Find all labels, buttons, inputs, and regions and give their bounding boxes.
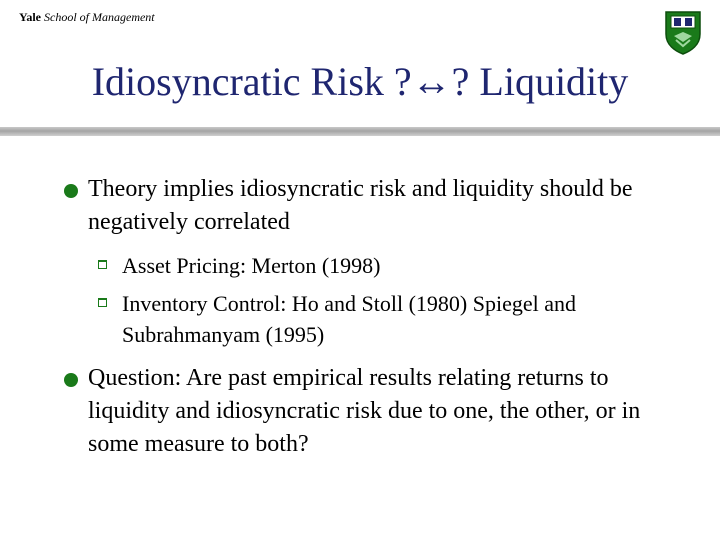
slide-title: Idiosyncratic Risk ?↔? Liquidity bbox=[91, 59, 629, 104]
bullet-question bbox=[64, 362, 684, 461]
yale-shield-icon bbox=[664, 10, 702, 56]
title-divider bbox=[0, 127, 720, 136]
sub-bullet-square-icon bbox=[98, 260, 107, 269]
bullet-text: Theory implies idiosyncratic risk and liquidity should be negatively correlated bbox=[88, 176, 633, 235]
bullet-text: Question: Are past empirical results relating returns to liquidity and idiosyncratic risk due to one, the other, or in some measure to both? bbox=[88, 365, 641, 457]
bullet-dot-icon bbox=[64, 373, 78, 387]
subitem-asset-pricing bbox=[98, 250, 698, 281]
subitem-text: Inventory Control: Ho and Stoll (1980) Spiegel and Subrahmanyam (1995) bbox=[122, 291, 576, 347]
bullet-dot-icon bbox=[64, 184, 78, 198]
header-logo-text bbox=[19, 10, 155, 25]
brand-name: Yale bbox=[19, 10, 41, 24]
sub-bullet-square-icon bbox=[98, 298, 107, 307]
subitem-inventory-control bbox=[98, 288, 698, 350]
subitem-text: Asset Pricing: Merton (1998) bbox=[122, 253, 381, 278]
bullet-theory bbox=[64, 173, 684, 239]
school-name: School of Management bbox=[44, 10, 155, 24]
